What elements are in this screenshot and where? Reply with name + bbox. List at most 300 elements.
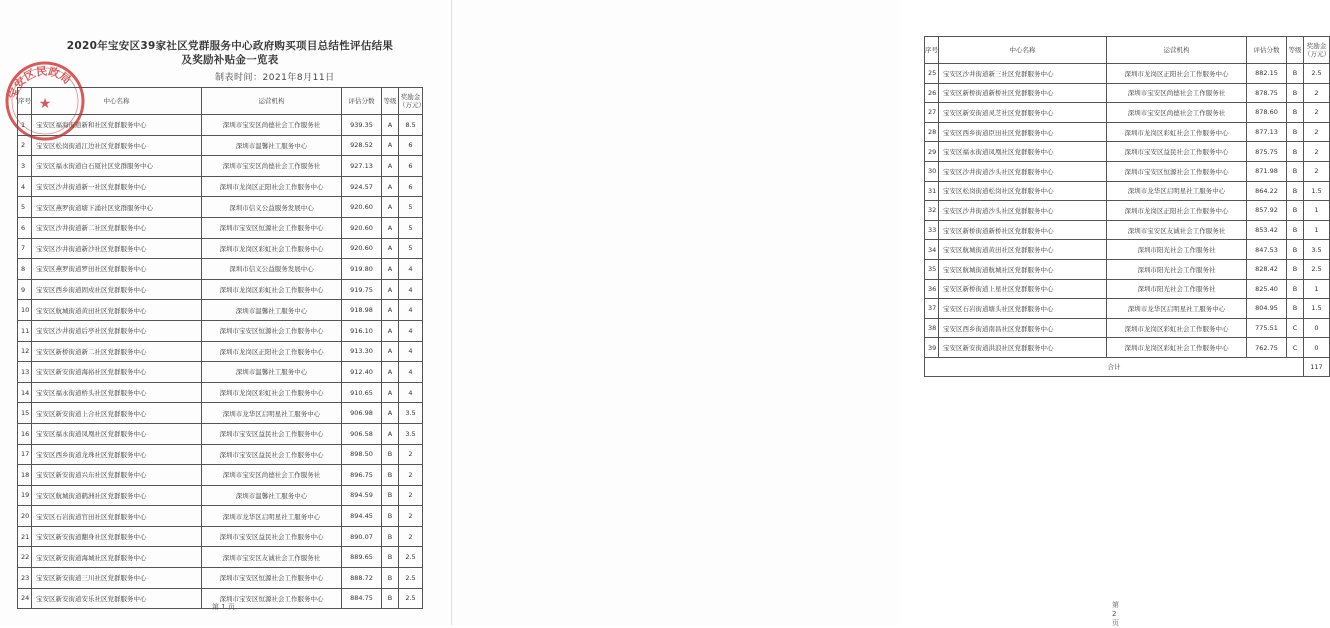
- score: 919.75: [342, 279, 382, 300]
- grade: B: [1287, 122, 1304, 142]
- award-amount: 2: [399, 506, 423, 527]
- table-row: [925, 181, 1330, 201]
- score: 920.60: [342, 197, 382, 218]
- grade: A: [382, 403, 399, 424]
- row-number: 37: [925, 299, 939, 319]
- operator-org: 深圳市温馨社工服务中心: [202, 362, 342, 383]
- award-amount: 2: [1304, 83, 1330, 103]
- table-row: [18, 382, 423, 403]
- operator-org: 深圳市龙华区启明星社工服务中心: [1107, 181, 1247, 201]
- award-amount: 1: [1304, 220, 1330, 240]
- operator-org: 深圳市龙华区启明星社工服务中心: [1107, 299, 1247, 319]
- table-row: [925, 279, 1330, 299]
- grade: A: [382, 176, 399, 197]
- total-row: [925, 357, 1330, 376]
- score: 910.65: [342, 382, 382, 403]
- table-row: [925, 103, 1330, 123]
- row-number: 19: [18, 485, 32, 506]
- header-name: 中心名称: [939, 37, 1107, 64]
- grade: C: [1287, 318, 1304, 338]
- operator-org: 深圳市宝安区益民社会工作服务中心: [202, 444, 342, 465]
- center-name: 宝安区福永街道凤凰社区党群服务中心: [32, 423, 202, 444]
- table-header-row: [18, 88, 423, 115]
- operator-org: 深圳市宝安区益民社会工作服务中心: [202, 526, 342, 547]
- table-row: [925, 83, 1330, 103]
- row-number: 5: [18, 197, 32, 218]
- row-number: 10: [18, 300, 32, 321]
- table-row: [18, 156, 423, 177]
- operator-org: 深圳市信义公益服务发展中心: [202, 259, 342, 280]
- grade: A: [382, 279, 399, 300]
- row-number: 38: [925, 318, 939, 338]
- header-award: [399, 88, 423, 115]
- center-name: 宝安区松岗街道江边社区党群服务中心: [32, 135, 202, 156]
- center-name: 宝安区新桥街道新桥社区党群服务中心: [939, 220, 1107, 240]
- grade: B: [382, 547, 399, 568]
- center-name: 宝安区沙井街道新二社区党群服务中心: [32, 217, 202, 238]
- center-name: 宝安区西乡街道固戍社区党群服务中心: [32, 279, 202, 300]
- table-row: [925, 259, 1330, 279]
- row-number: 15: [18, 403, 32, 424]
- row-number: 35: [925, 259, 939, 279]
- document-page-1: [0, 0, 451, 625]
- grade: A: [382, 197, 399, 218]
- grade: A: [382, 259, 399, 280]
- results-table-page-1: [17, 87, 423, 609]
- table-row: [18, 259, 423, 280]
- award-amount: 2: [1304, 103, 1330, 123]
- grade: B: [1287, 279, 1304, 299]
- award-amount: 2.5: [399, 568, 423, 589]
- row-number: 32: [925, 201, 939, 221]
- grade: B: [1287, 259, 1304, 279]
- award-amount: 8.5: [399, 115, 423, 136]
- operator-org: 深圳市宝安区恒源社会工作服务中心: [202, 320, 342, 341]
- score: 875.75: [1247, 142, 1287, 162]
- header-org: 运营机构: [1107, 37, 1247, 64]
- award-amount: 5: [399, 217, 423, 238]
- score: 906.98: [342, 403, 382, 424]
- table-row: [925, 64, 1330, 84]
- operator-org: 深圳市宝安区尚德社会工作服务社: [202, 115, 342, 136]
- center-name: 宝安区新安街道安乐社区党群服务中心: [32, 588, 202, 609]
- grade: A: [382, 341, 399, 362]
- table-row: [18, 568, 423, 589]
- score: 912.40: [342, 362, 382, 383]
- score: 871.98: [1247, 161, 1287, 181]
- score: 884.75: [342, 588, 382, 609]
- operator-org: 深圳市宝安区尚德社会工作服务社: [202, 156, 342, 177]
- grade: B: [382, 444, 399, 465]
- score: 894.59: [342, 485, 382, 506]
- score: 919.80: [342, 259, 382, 280]
- document-page-2: [451, 0, 1330, 627]
- center-name: 宝安区沙井街道后亭社区党群服务中心: [32, 320, 202, 341]
- award-amount: 2: [399, 526, 423, 547]
- operator-org: 深圳市信义公益服务发展中心: [202, 197, 342, 218]
- award-amount: 2: [399, 444, 423, 465]
- table-row: [18, 217, 423, 238]
- header-award-unit: （万元）: [1304, 50, 1330, 58]
- operator-org: 深圳市宝安区尚德社会工作服务社: [202, 465, 342, 486]
- results-table-page-2: [924, 36, 1330, 377]
- operator-org: 深圳市宝安区恒源社会工作服务中心: [202, 217, 342, 238]
- center-name: 宝安区新桥街道新桥社区党群服务中心: [939, 83, 1107, 103]
- row-number: 36: [925, 279, 939, 299]
- center-name: 宝安区福永街道凤凰社区党群服务中心: [939, 142, 1107, 162]
- center-name: 宝安区航城街道航城社区党群服务中心: [939, 259, 1107, 279]
- operator-org: 深圳市龙岗区正阳社会工作服务中心: [1107, 201, 1247, 221]
- operator-org: 深圳市宝安区尚德社会工作服务社: [1107, 83, 1247, 103]
- score: 898.50: [342, 444, 382, 465]
- center-name: 宝安区新安街道兴东社区党群服务中心: [32, 465, 202, 486]
- grade: A: [382, 300, 399, 321]
- center-name: 宝安区西乡街道臣田社区党群服务中心: [939, 122, 1107, 142]
- score: 775.51: [1247, 318, 1287, 338]
- operator-org: 深圳市阳光社会工作服务社: [1107, 279, 1247, 299]
- center-name: 宝安区石岩街道官田社区党群服务中心: [32, 506, 202, 527]
- table-row: [925, 201, 1330, 221]
- row-number: 3: [18, 156, 32, 177]
- table-header-row: [925, 37, 1330, 64]
- grade: A: [382, 217, 399, 238]
- center-name: 宝安区沙井街道沙头社区党群服务中心: [939, 161, 1107, 181]
- total-value: 117: [1304, 357, 1330, 376]
- grade: B: [1287, 103, 1304, 123]
- table-row: [18, 176, 423, 197]
- award-amount: 2: [1304, 142, 1330, 162]
- grade: A: [382, 156, 399, 177]
- score: 928.52: [342, 135, 382, 156]
- table-row: [18, 115, 423, 136]
- row-number: 33: [925, 220, 939, 240]
- center-name: 宝安区新安街道翻身社区党群服务中心: [32, 526, 202, 547]
- grade: A: [382, 423, 399, 444]
- table-row: [925, 299, 1330, 319]
- score: 877.13: [1247, 122, 1287, 142]
- center-name: 宝安区新安街道灵芝社区党群服务中心: [939, 103, 1107, 123]
- award-amount: 5: [399, 197, 423, 218]
- table-row: [18, 444, 423, 465]
- award-amount: 4: [399, 300, 423, 321]
- center-name: 宝安区新桥街道新二社区党群服务中心: [32, 341, 202, 362]
- table-row: [18, 465, 423, 486]
- row-number: 13: [18, 362, 32, 383]
- award-amount: 2: [1304, 122, 1330, 142]
- row-number: 12: [18, 341, 32, 362]
- grade: A: [382, 115, 399, 136]
- score: 853.42: [1247, 220, 1287, 240]
- header-name: 中心名称: [32, 88, 202, 115]
- center-name: 宝安区燕罗街道罗田社区党群服务中心: [32, 259, 202, 280]
- operator-org: 深圳市温馨社工服务中心: [202, 485, 342, 506]
- award-amount: 6: [399, 176, 423, 197]
- center-name: 宝安区福海街道新和社区党群服务中心: [32, 115, 202, 136]
- grade: B: [382, 485, 399, 506]
- header-grade: 等级: [382, 88, 399, 115]
- grade: B: [1287, 299, 1304, 319]
- award-amount: 6: [399, 135, 423, 156]
- svg-text:宝安区民政局: 宝安区民政局: [6, 64, 74, 101]
- row-number: 34: [925, 240, 939, 260]
- center-name: 宝安区新安街道洪浪社区党群服务中心: [939, 338, 1107, 358]
- table-row: [925, 338, 1330, 358]
- award-amount: 2.5: [1304, 64, 1330, 84]
- operator-org: 深圳市温馨社工服务中心: [202, 135, 342, 156]
- grade: B: [1287, 83, 1304, 103]
- award-amount: 0: [1304, 338, 1330, 358]
- operator-org: 深圳市宝安区恒源社会工作服务中心: [1107, 161, 1247, 181]
- award-amount: 1: [1304, 201, 1330, 221]
- grade: A: [382, 320, 399, 341]
- center-name: 宝安区福永街道桥头社区党群服务中心: [32, 382, 202, 403]
- table-row: [18, 506, 423, 527]
- row-number: 7: [18, 238, 32, 259]
- award-amount: 4: [399, 320, 423, 341]
- score: 847.53: [1247, 240, 1287, 260]
- header-award-unit: （万元）: [399, 101, 425, 109]
- score: 918.98: [342, 300, 382, 321]
- award-amount: 2.5: [399, 547, 423, 568]
- table-row: [925, 142, 1330, 162]
- table-row: [925, 161, 1330, 181]
- grade: B: [1287, 161, 1304, 181]
- total-label: 合计: [925, 357, 1304, 376]
- page-number-1: 第 1 页: [212, 603, 235, 611]
- grade: B: [1287, 142, 1304, 162]
- row-number: 31: [925, 181, 939, 201]
- table-row: [18, 526, 423, 547]
- row-number: 27: [925, 103, 939, 123]
- table-row: [18, 197, 423, 218]
- award-amount: 6: [399, 156, 423, 177]
- center-name: 宝安区沙井街道新三社区党群服务中心: [939, 64, 1107, 84]
- operator-org: 深圳市温馨社工服务中心: [202, 300, 342, 321]
- table-row: [18, 547, 423, 568]
- row-number: 20: [18, 506, 32, 527]
- center-name: 宝安区航城街道黄田社区党群服务中心: [939, 240, 1107, 260]
- award-amount: 2.5: [399, 588, 423, 609]
- operator-org: 深圳市宝安区友诚社会工作服务社: [1107, 220, 1247, 240]
- center-name: 宝安区松岗街道松岗社区党群服务中心: [939, 181, 1107, 201]
- table-row: [18, 485, 423, 506]
- center-name: 宝安区新安街道海城社区党群服务中心: [32, 547, 202, 568]
- row-number: 30: [925, 161, 939, 181]
- center-name: 宝安区西乡街道南昌社区党群服务中心: [939, 318, 1107, 338]
- operator-org: 深圳市宝安区益民社会工作服务中心: [1107, 142, 1247, 162]
- grade: B: [1287, 64, 1304, 84]
- grade: B: [1287, 181, 1304, 201]
- table-row: [925, 318, 1330, 338]
- center-name: 宝安区石岩街道塘头社区党群服务中心: [939, 299, 1107, 319]
- center-name: 宝安区新安街道三川社区党群服务中心: [32, 568, 202, 589]
- operator-org: 深圳市龙岗区正阳社会工作服务中心: [202, 176, 342, 197]
- header-score: 评估分数: [342, 88, 382, 115]
- operator-org: 深圳市龙岗区彩虹社会工作服务中心: [202, 238, 342, 259]
- award-amount: 4: [399, 341, 423, 362]
- score: 939.35: [342, 115, 382, 136]
- header-score: 评估分数: [1247, 37, 1287, 64]
- score: 864.22: [1247, 181, 1287, 201]
- svg-text:★: ★: [38, 96, 52, 112]
- center-name: 宝安区新安街道上合社区党群服务中心: [32, 403, 202, 424]
- grade: A: [382, 362, 399, 383]
- row-number: 21: [18, 526, 32, 547]
- score: 878.75: [1247, 83, 1287, 103]
- operator-org: 深圳市宝安区益民社会工作服务中心: [202, 423, 342, 444]
- award-amount: 1.5: [1304, 181, 1330, 201]
- grade: A: [382, 135, 399, 156]
- grade: A: [382, 382, 399, 403]
- grade: B: [1287, 240, 1304, 260]
- score: 920.60: [342, 238, 382, 259]
- table-row: [18, 362, 423, 383]
- row-number: 11: [18, 320, 32, 341]
- grade: C: [1287, 338, 1304, 358]
- row-number: 8: [18, 259, 32, 280]
- award-amount: 4: [399, 382, 423, 403]
- grade: B: [1287, 220, 1304, 240]
- award-amount: 1.5: [1304, 299, 1330, 319]
- row-number: 26: [925, 83, 939, 103]
- score: 882.15: [1247, 64, 1287, 84]
- row-number: 1: [18, 115, 32, 136]
- score: 896.75: [342, 465, 382, 486]
- score: 804.95: [1247, 299, 1287, 319]
- table-row: [925, 240, 1330, 260]
- operator-org: 深圳市宝安区恒源社会工作服务中心: [202, 568, 342, 589]
- table-row: [18, 279, 423, 300]
- operator-org: 深圳市宝安区恒源社会工作服务中心: [202, 588, 342, 609]
- center-name: 宝安区沙井街道新沙社区党群服务中心: [32, 238, 202, 259]
- award-amount: 1: [1304, 279, 1330, 299]
- center-name: 宝安区沙井街道沙头社区党群服务中心: [939, 201, 1107, 221]
- row-number: 23: [18, 568, 32, 589]
- table-row: [18, 403, 423, 424]
- score: 890.07: [342, 526, 382, 547]
- row-number: 14: [18, 382, 32, 403]
- award-amount: 3.5: [1304, 240, 1330, 260]
- table-row: [925, 122, 1330, 142]
- grade: B: [382, 588, 399, 609]
- award-amount: 2: [1304, 161, 1330, 181]
- score: 857.92: [1247, 201, 1287, 221]
- center-name: 宝安区沙井街道新一社区党群服务中心: [32, 176, 202, 197]
- header-award-label: 奖励金: [1306, 42, 1327, 50]
- operator-org: 深圳市龙岗区彩虹社会工作服务中心: [1107, 122, 1247, 142]
- row-number: 2: [18, 135, 32, 156]
- score: 888.72: [342, 568, 382, 589]
- row-number: 4: [18, 176, 32, 197]
- made-time: 制表时间：2021年8月11日: [215, 73, 335, 83]
- row-number: 25: [925, 64, 939, 84]
- operator-org: 深圳市龙岗区彩虹社会工作服务中心: [1107, 338, 1247, 358]
- operator-org: 深圳市龙岗区正阳社会工作服务中心: [202, 341, 342, 362]
- award-amount: 4: [399, 362, 423, 383]
- score: 920.60: [342, 217, 382, 238]
- operator-org: 深圳市龙华区启明星社工服务中心: [202, 403, 342, 424]
- score: 927.13: [342, 156, 382, 177]
- award-amount: 3.5: [399, 423, 423, 444]
- header-grade: 等级: [1287, 37, 1304, 64]
- operator-org: 深圳市龙岗区彩虹社会工作服务中心: [202, 382, 342, 403]
- score: 828.42: [1247, 259, 1287, 279]
- operator-org: 深圳市龙岗区正阳社会工作服务中心: [1107, 64, 1247, 84]
- center-name: 宝安区新桥街道上星社区党群服务中心: [939, 279, 1107, 299]
- report-title-line-1: 2020年宝安区39家社区党群服务中心政府购买项目总结性评估结果: [66, 40, 394, 52]
- award-amount: 0: [1304, 318, 1330, 338]
- operator-org: 深圳市阳光社会工作服务社: [1107, 240, 1247, 260]
- table-row: [18, 300, 423, 321]
- award-amount: 2: [399, 485, 423, 506]
- row-number: 29: [925, 142, 939, 162]
- header-award-label: 奖励金: [400, 93, 421, 101]
- score: 762.75: [1247, 338, 1287, 358]
- grade: B: [382, 568, 399, 589]
- row-number: 9: [18, 279, 32, 300]
- row-number: 28: [925, 122, 939, 142]
- award-amount: 4: [399, 259, 423, 280]
- operator-org: 深圳市宝安区尚德社会工作服务社: [1107, 103, 1247, 123]
- table-row: [18, 423, 423, 444]
- table-row: [18, 238, 423, 259]
- center-name: 宝安区燕罗街道塘下涌社区党群服务中心: [32, 197, 202, 218]
- row-number: 6: [18, 217, 32, 238]
- center-name: 宝安区福永街道白石厦社区党群服务中心: [32, 156, 202, 177]
- score: 916.10: [342, 320, 382, 341]
- grade: B: [382, 526, 399, 547]
- grade: B: [382, 506, 399, 527]
- row-number: 18: [18, 465, 32, 486]
- score: 906.58: [342, 423, 382, 444]
- table-row: [18, 320, 423, 341]
- page-number-2: 第 2 页: [1112, 601, 1119, 627]
- header-no: 序号: [18, 88, 32, 115]
- operator-org: 深圳市阳光社会工作服务社: [1107, 259, 1247, 279]
- row-number: 39: [925, 338, 939, 358]
- score: 878.60: [1247, 103, 1287, 123]
- center-name: 宝安区西乡街道龙珠社区党群服务中心: [32, 444, 202, 465]
- table-row: [925, 220, 1330, 240]
- grade: A: [382, 238, 399, 259]
- row-number: 17: [18, 444, 32, 465]
- header-award: [1304, 37, 1330, 64]
- score: 924.57: [342, 176, 382, 197]
- center-name: 宝安区航城街道黄田社区党群服务中心: [32, 300, 202, 321]
- award-amount: 2: [399, 465, 423, 486]
- award-amount: 2.5: [1304, 259, 1330, 279]
- operator-org: 深圳市龙华区启明星社工服务中心: [202, 506, 342, 527]
- award-amount: 5: [399, 238, 423, 259]
- table-row: [18, 135, 423, 156]
- score: 913.30: [342, 341, 382, 362]
- row-number: 16: [18, 423, 32, 444]
- score: 894.45: [342, 506, 382, 527]
- table-row: [18, 341, 423, 362]
- row-number: 24: [18, 588, 32, 609]
- score: 889.65: [342, 547, 382, 568]
- header-no: 序号: [925, 37, 939, 64]
- row-number: 22: [18, 547, 32, 568]
- award-amount: 4: [399, 279, 423, 300]
- operator-org: 深圳市宝安区友诚社会工作服务社: [202, 547, 342, 568]
- score: 825.40: [1247, 279, 1287, 299]
- operator-org: 深圳市龙岗区彩虹社会工作服务中心: [202, 279, 342, 300]
- operator-org: 深圳市龙岗区彩虹社会工作服务中心: [1107, 318, 1247, 338]
- header-org: 运营机构: [202, 88, 342, 115]
- award-amount: 3.5: [399, 403, 423, 424]
- grade: B: [1287, 201, 1304, 221]
